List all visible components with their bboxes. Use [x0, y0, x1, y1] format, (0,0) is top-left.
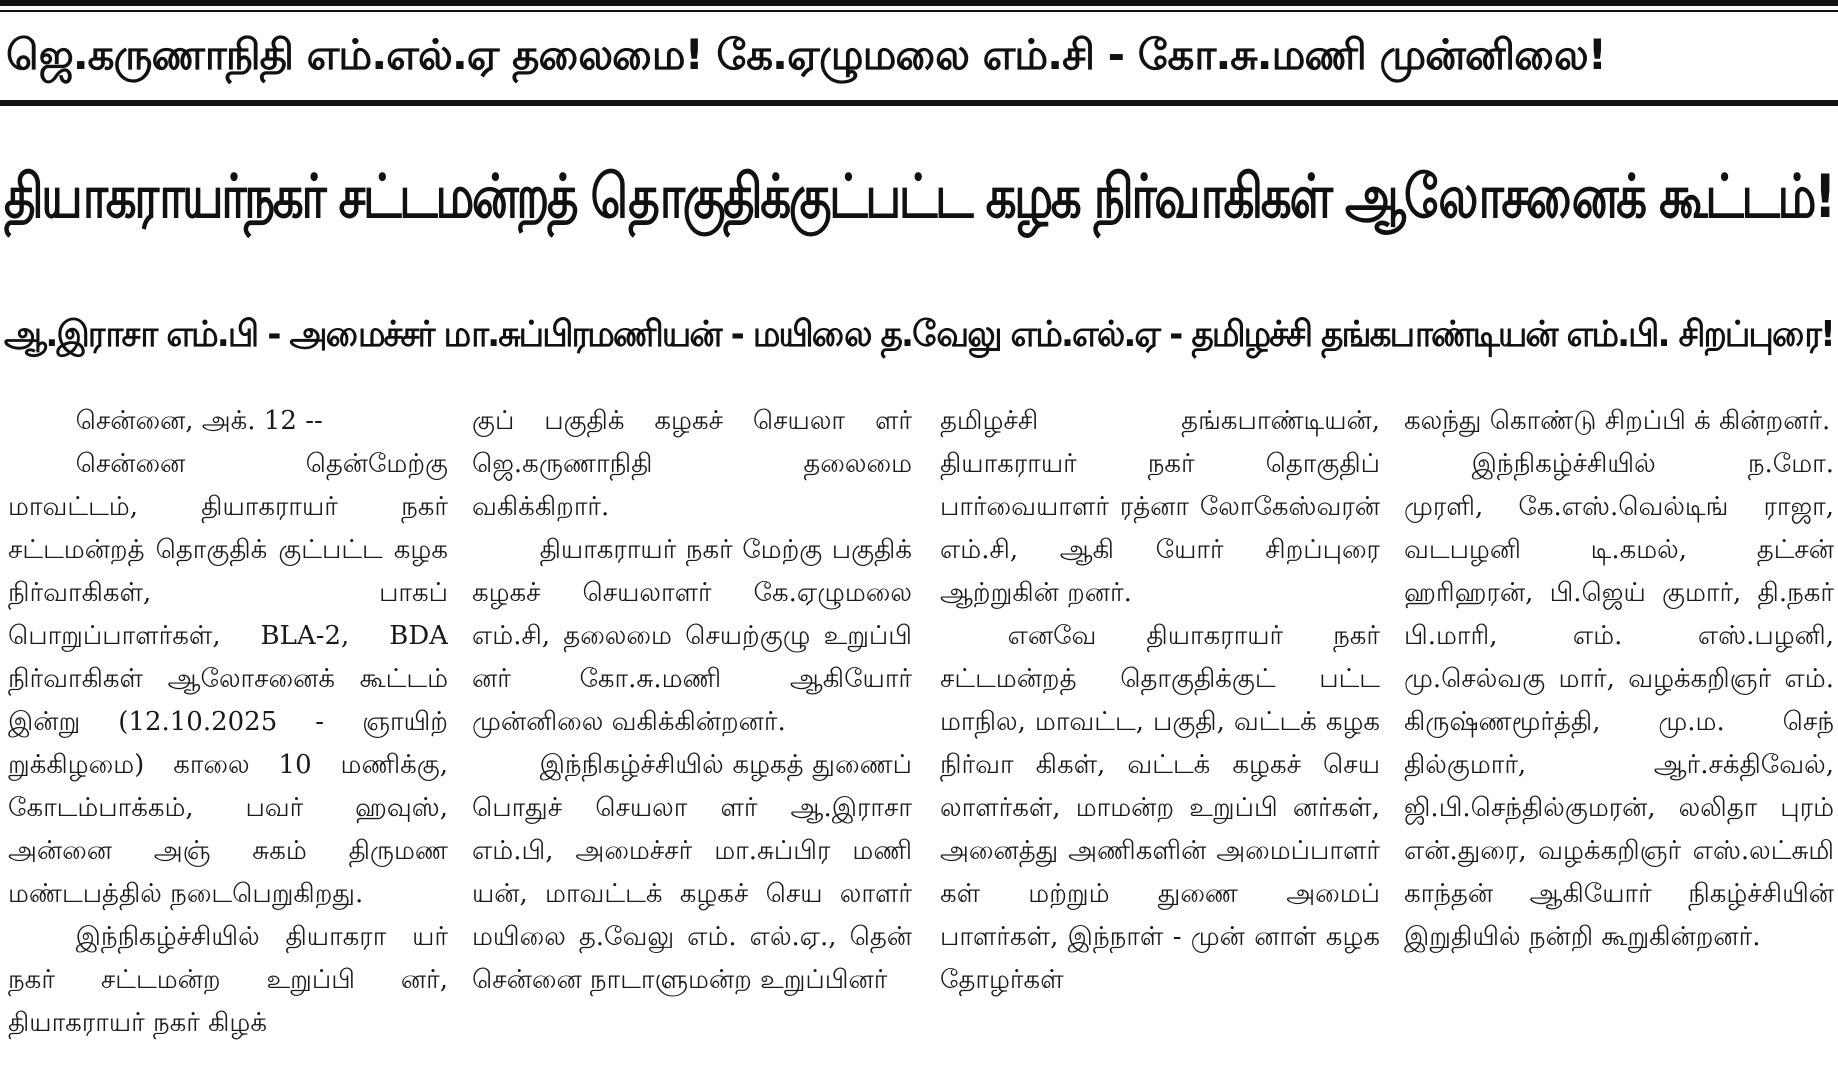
top-border-thin-rule: [0, 10, 1838, 12]
paragraph: தமிழச்சி தங்கபாண்டியன், தியாகராயர் நகர் தொகுதிப் பார்வையாளர் ரத்னா லோகேஸ்வரன் எம்.சி, ஆகி யோர் சிறப்புரை ஆற்றுகின் றனர்.: [940, 406, 1380, 608]
paragraph: கலந்து கொண்டு சிறப்பி க் கின்றனர்.: [1404, 406, 1831, 436]
paragraph: இந்நிகழ்ச்சியில் கழகத் துணைப் பொதுச் செயலா ளர் ஆ.இராசா எம்.பி, அமைச்சர் மா.சுப்பிர மணி யன், மாவட்டக் கழகச் செய லாளர் மயிலை த.வேலு எம். எல்.ஏ., தென் சென்னை நாடாளுமன்ற உறுப்பினர்: [472, 750, 912, 995]
dateline: சென்னை, அக். 12 --: [75, 406, 323, 436]
article-column-1: [8, 400, 448, 1074]
kicker-divider: [0, 100, 1838, 106]
paragraph: இந்நிகழ்ச்சியில் தியாகரா யர் நகர் சட்டமன்ற உறுப்பி னர், தியாகராயர் நகர் கிழக்: [8, 922, 448, 1038]
headline: தியாகராயர்நகர் சட்டமன்றத் தொகுதிக்குட்பட்ட கழக நிர்வாகிகள் ஆலோசனைக் கூட்டம்!: [4, 162, 1834, 232]
paragraph: எனவே தியாகராயர் நகர் சட்டமன்றத் தொகுதிக்குட் பட்ட மாநில, மாவட்ட, பகுதி, வட்டக் கழக நிர்வா கிகள், வட்டக் கழகச் செய லாளர்கள், மாமன்ற உறுப்பி னர்கள், அனைத்து அணிகளின் அமைப்பாளர் கள் மற்றும் துணை அமைப் பாளர்கள், இந்நாள் - முன் னாள் கழக தோழர்கள்: [940, 621, 1380, 995]
paragraph: தியாகராயர் நகர் மேற்கு பகுதிக் கழகச் செயலாளர் கே.ஏழுமலை எம்.சி, தலைமை செயற்குழு உறுப்பி னர் கோ.சு.மணி ஆகியோர் முன்னிலை வகிக்கின்றனர்.: [472, 535, 912, 737]
article-column-2: [472, 400, 912, 1074]
paragraph: குப் பகுதிக் கழகச் செயலா ளர் ஜெ.கருணாநிதி தலைமை வகிக்கிறார்.: [472, 406, 912, 522]
subheadline: ஆ.இராசா எம்.பி - அமைச்சர் மா.சுப்பிரமணியன் - மயிலை த.வேலு எம்.எல்.ஏ - தமிழச்சி தங்கபாண்டியன் எம்.பி. சிறப்புரை!: [4, 314, 1834, 355]
paragraph: சென்னை தென்மேற்கு மாவட்டம், தியாகராயர் நகர் சட்டமன்றத் தொகுதிக் குட்பட்ட கழக நிர்வாகிகள், பாகப் பொறுப்பாளர்கள், BLA-2, BDA நிர்வாகிகள் ஆலோசனைக் கூட்டம் இன்று (12.10.2025 - ஞாயிற் றுக்கிழமை) காலை 10 மணிக்கு, கோடம்பாக்கம், பவர் ஹவுஸ், அன்னை அஞ் சுகம் திருமண மண்டபத்தில் நடைபெறுகிறது.: [8, 449, 448, 909]
article-column-3: [940, 400, 1380, 1074]
paragraph: இந்நிகழ்ச்சியில் ந.மோ. முரளி, கே.எஸ்.வெல்டிங் ராஜா, வடபழனி டி.கமல், தட்சன் ஹரிஹரன், பி.ஜெய் குமார், தி.நகர் பி.மாரி, எம். எஸ்.பழனி, மு.செல்வகு மார், வழக்கறிஞர் எம். கிருஷ்ணமூர்த்தி, மு.ம. செந் தில்குமார், ஆர்.சக்திவேல், ஜி.பி.செந்தில்குமரன், லலிதா புரம் என்.துரை, வழக்கறிஞர் எஸ்.லட்சுமி காந்தன் ஆகியோர் நிகழ்ச்சியின் இறுதியில் நன்றி கூறுகின்றனர்.: [1404, 449, 1834, 952]
article-column-4: [1404, 400, 1834, 1074]
article-body: [0, 400, 1838, 1074]
kicker-line: ஜெ.கருணாநிதி எம்.எல்.ஏ தலைமை! கே.ஏழுமலை எம்.சி - கோ.சு.மணி முன்னிலை!: [6, 30, 1606, 79]
top-border-rule: [0, 0, 1838, 6]
